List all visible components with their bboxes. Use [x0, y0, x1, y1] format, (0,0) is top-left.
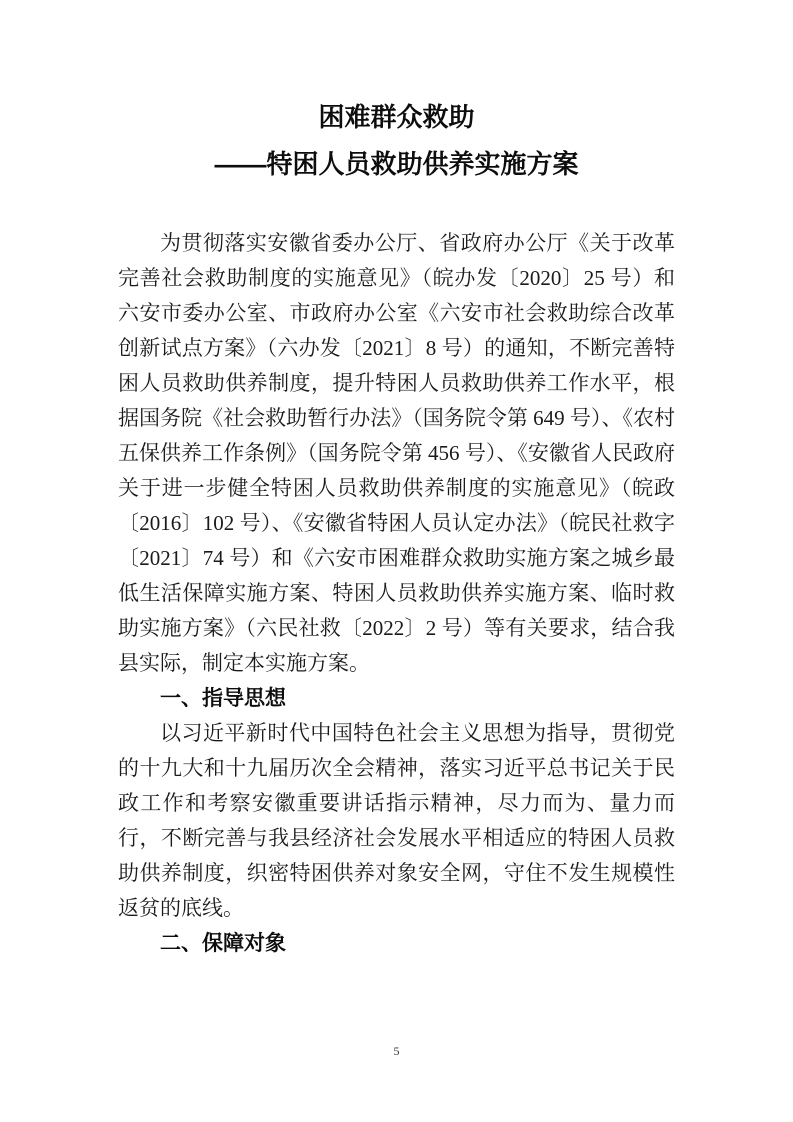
document-content: [118, 94, 675, 961]
page-number: 5: [393, 1044, 400, 1058]
paragraph-guiding-ideology: 以习近平新时代中国特色社会主义思想为指导，贯彻党的十九大和十九届历次全会精神，落实习近平总书记关于民政工作和考察安徽重要讲话指示精神，尽力而为、量力而行，不断完善与我县经济社会发展水平相适应的特困人员救助供养制度，织密特困供养对象安全网，守住不发生规模性返贫的底线。: [118, 721, 675, 920]
title-line-2: ——特困人员救助供养实施方案: [214, 149, 579, 179]
section-heading-protected-targets: 二、保障对象: [160, 932, 286, 955]
document-title: [118, 94, 675, 188]
section-heading-guiding-ideology: 一、指导思想: [160, 687, 286, 710]
title-line-1: 困难群众救助: [318, 102, 475, 132]
paragraph-preamble: 为贯彻落实安徽省委办公厅、省政府办公厅《关于改革完善社会救助制度的实施意见》（皖办发〔2020〕25 号）和六安市委办公室、市政府办公室《六安市社会救助综合改革创新试点方案》（六办发〔2021〕8 号）的通知，不断完善特困人员救助供养制度，提升特困人员救助供养工作水平，根据国务院《社会救助暂行办法》（国务院令第 649 号）、《农村五保供养工作条例》（国务院令第 456 号）、《安徽省人民政府关于进一步健全特困人员救助供养制度的实施意见》（皖政〔2016〕102 号）、《安徽省特困人员认定办法》（皖民社救字〔2021〕74 号）和《六安市困难群众救助实施方案之城乡最低生活保障实施方案、特困人员救助供养实施方案、临时救助实施方案》（六民社救〔2022〕2 号）等有关要求，结合我县实际，制定本实施方案。: [118, 231, 675, 675]
